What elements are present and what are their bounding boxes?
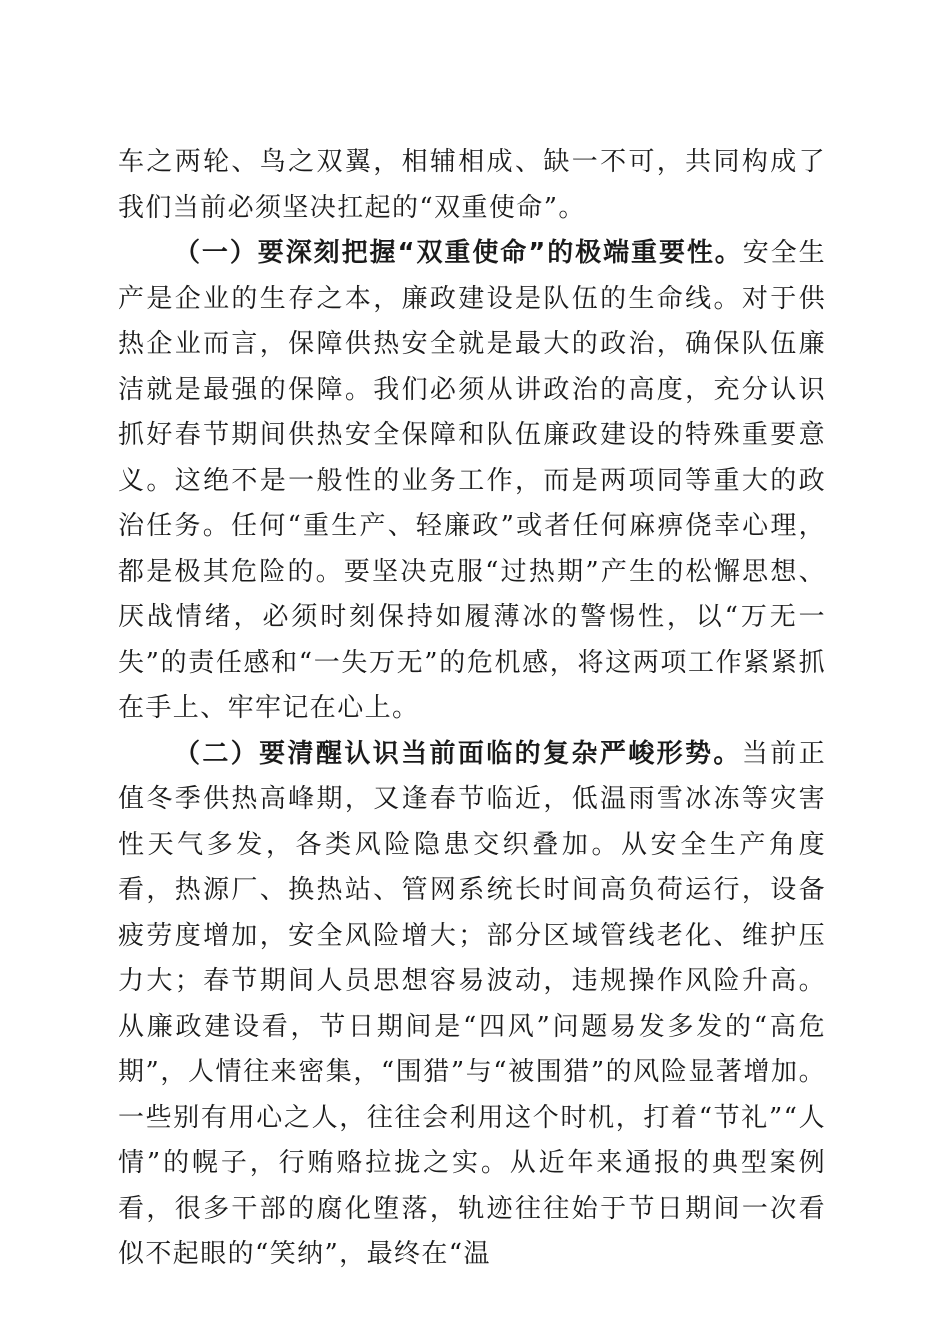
document-body <box>118 140 826 1278</box>
section-2-body: 当前正值冬季供热高峰期，又逢春节临近，低温雨雪冰冻等灾害性天气多发，各类风险隐患交织叠加。从安全生产角度看，热源厂、换热站、管网系统长时间高负荷运行，设备疲劳度增加，安全风险增大；部分区域管线老化、维护压力大；春节期间人员思想容易波动，违规操作风险升高。从廉政建设看，节日期间是“四风”问题易发多发的“高危期”，人情往来密集，“围猎”与“被围猎”的风险显著增加。一些别有用心之人，往往会利用这个时机，打着“节礼”“人情”的幌子，行贿赂拉拢之实。从近年来通报的典型案例看，很多干部的腐化堕落，轨迹往往始于节日期间一次看似不起眼的“笑纳”，最终在“温 <box>118 738 826 1269</box>
intro-paragraph <box>118 140 826 231</box>
section-1-heading: （一）要深刻把握“双重使命”的极端重要性。 <box>174 238 743 268</box>
section-1-body: 安全生产是企业的生存之本，廉政建设是队伍的生命线。对于供热企业而言，保障供热安全就是最大的政治，确保队伍廉洁就是最强的保障。我们必须从讲政治的高度，充分认识抓好春节期间供热安全保障和队伍廉政建设的特殊重要意义。这绝不是一般性的业务工作，而是两项同等重大的政治任务。任何“重生产、轻廉政”或者任何麻痹侥幸心理，都是极其危险的。要坚决克服“过热期”产生的松懈思想、厌战情绪，必须时刻保持如履薄冰的警惕性，以“万无一失”的责任感和“一失万无”的危机感，将这两项工作紧紧抓在手上、牢牢记在心上。 <box>118 238 826 723</box>
section-2-heading: （二）要清醒认识当前面临的复杂严峻形势。 <box>174 738 742 769</box>
section-2-paragraph <box>118 732 826 1278</box>
section-1-paragraph <box>118 231 826 732</box>
intro-text: 车之两轮、鸟之双翼，相辅相成、缺一不可，共同构成了我们当前必须坚决扛起的“双重使命”。 <box>118 147 826 223</box>
